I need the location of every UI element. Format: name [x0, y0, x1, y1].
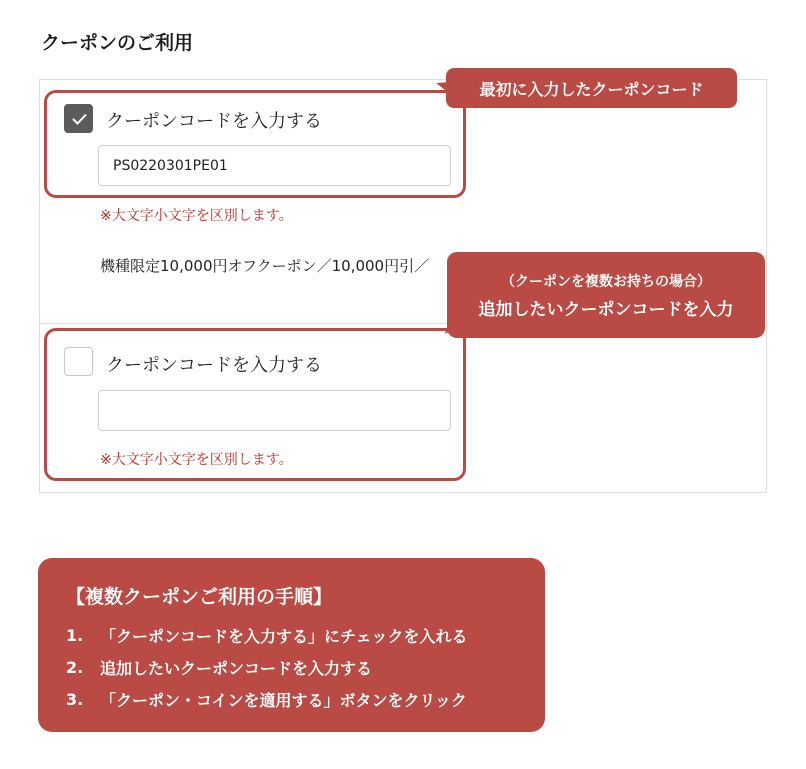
- highlight-frame-first-coupon: [44, 90, 466, 198]
- callout-additional-coupon: [447, 252, 765, 338]
- step-number: 2.: [66, 657, 84, 677]
- step-text: 「クーポンコードを入力する」にチェックを入れる: [100, 626, 468, 646]
- callout-first-text: 最初に入力したクーポンコード: [479, 79, 704, 99]
- highlight-frame-second-coupon: [44, 328, 466, 481]
- case-sensitive-note-1: ※大文字小文字を区別します。: [100, 208, 293, 224]
- step-number: 1.: [66, 625, 84, 645]
- page-title: クーポンのご利用: [41, 32, 194, 54]
- step-item: [66, 619, 545, 651]
- step-item: [66, 651, 545, 683]
- callout-second-line2: 追加したいクーポンコードを入力: [478, 299, 734, 320]
- steps-title: 【複数クーポンご利用の手順】: [66, 586, 333, 608]
- applied-coupon-name: 機種限定10,000円オフクーポン／10,000円引／: [100, 257, 430, 275]
- step-item: [66, 683, 545, 715]
- callout-first-coupon: [446, 68, 737, 108]
- step-number: 3.: [66, 689, 84, 709]
- coupon-checkbox-1-label[interactable]: クーポンコードを入力する: [106, 111, 322, 132]
- case-sensitive-note-2: ※大文字小文字を区別します。: [100, 452, 293, 468]
- step-text: 「クーポン・コインを適用する」ボタンをクリック: [100, 690, 467, 710]
- coupon-checkbox-2-label[interactable]: クーポンコードを入力する: [106, 355, 322, 376]
- steps-box: [38, 558, 545, 732]
- step-text: 追加したいクーポンコードを入力する: [100, 658, 373, 678]
- callout-second-line1: （クーポンを複数お持ちの場合）: [501, 273, 711, 290]
